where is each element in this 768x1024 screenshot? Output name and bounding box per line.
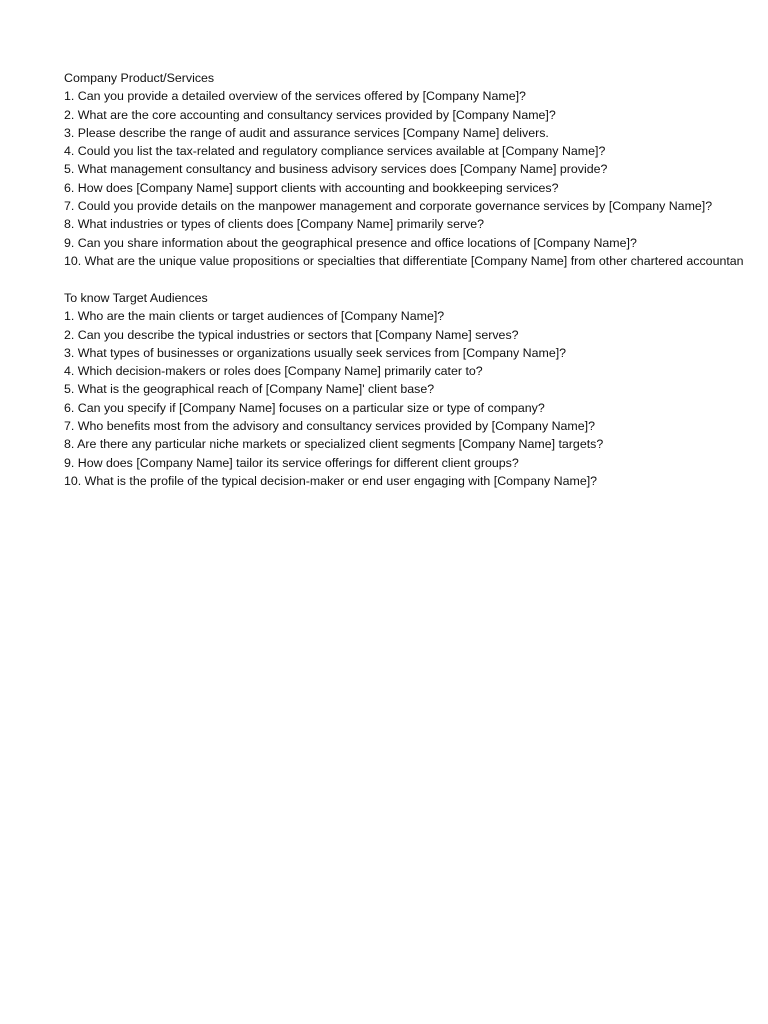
section-heading: Company Product/Services — [64, 71, 215, 85]
question-item: 9. How does [Company Name] tailor its service offerings for different client groups? — [64, 455, 519, 470]
question-item: 10. What are the unique value propositions or specialties that differentiate [Company Name] from other chartered accountan — [64, 253, 744, 268]
question-item: 2. Can you describe the typical industries or sectors that [Company Name] serves? — [64, 327, 519, 342]
question-item: 9. Can you share information about the geographical presence and office locations of [Company Name]? — [64, 235, 637, 250]
question-item: 4. Which decision-makers or roles does [Company Name] primarily cater to? — [64, 364, 483, 379]
question-item: 6. How does [Company Name] support clients with accounting and bookkeeping services? — [64, 180, 559, 195]
question-item: 6. Can you specify if [Company Name] focuses on a particular size or type of company? — [64, 400, 545, 415]
question-item: 5. What is the geographical reach of [Company Name]' client base? — [64, 382, 435, 397]
question-item: 2. What are the core accounting and consultancy services provided by [Company Name]? — [64, 107, 556, 122]
question-item: 10. What is the profile of the typical decision-maker or end user engaging with [Company Name]? — [64, 473, 598, 488]
services-section — [64, 69, 768, 270]
question-item: 3. What types of businesses or organizations usually seek services from [Company Name]? — [64, 345, 567, 360]
section-heading: To know Target Audiences — [64, 291, 208, 305]
question-item: 7. Who benefits most from the advisory and consultancy services provided by [Company Name]? — [64, 419, 595, 434]
question-item: 5. What management consultancy and business advisory services does [Company Name] provide? — [64, 162, 608, 177]
question-item: 7. Could you provide details on the manpower management and corporate governance services by [Company Name]? — [64, 199, 713, 214]
question-item: 1. Can you provide a detailed overview of the services offered by [Company Name]? — [64, 89, 526, 104]
question-item: 3. Please describe the range of audit and assurance services [Company Name] delivers. — [64, 125, 549, 140]
question-item: 1. Who are the main clients or target audiences of [Company Name]? — [64, 309, 445, 324]
question-item: 4. Could you list the tax-related and regulatory compliance services available at [Company Name]? — [64, 144, 606, 159]
target-audiences-section — [64, 289, 768, 490]
question-item: 8. What industries or types of clients does [Company Name] primarily serve? — [64, 217, 485, 232]
question-item: 8. Are there any particular niche markets or specialized client segments [Company Name] targets? — [64, 437, 604, 452]
